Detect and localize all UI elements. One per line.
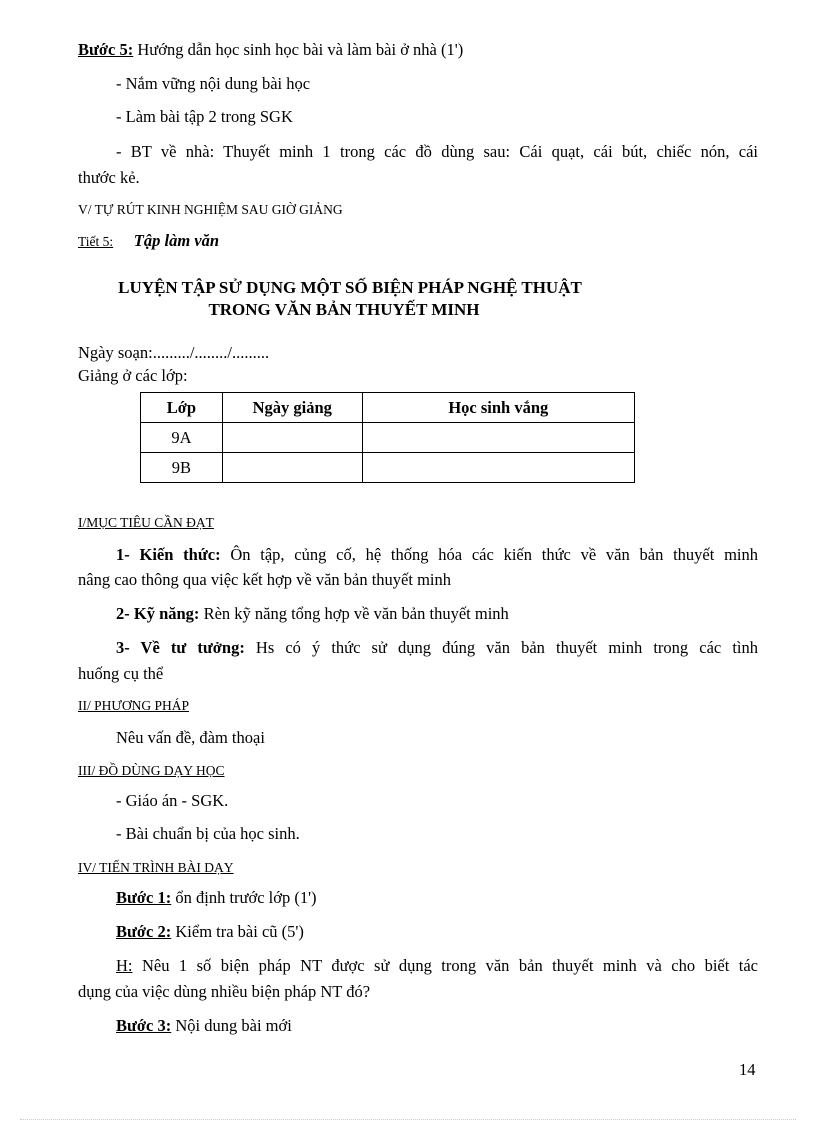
- prep-date: Ngày soạn:........./......../.........: [78, 343, 270, 362]
- cell-teaching-date: [222, 453, 362, 483]
- objective-attitude-line1: [116, 638, 758, 658]
- attitude-label: 3- Về tư tưởng:: [116, 638, 245, 657]
- homework-item-1: - Nắm vững nội dung bài học: [116, 74, 311, 93]
- attendance-table: [140, 392, 635, 483]
- objective-skill: [116, 604, 509, 624]
- question-line1: [116, 956, 758, 976]
- step2-text: Kiểm tra bài cũ (5'): [171, 922, 304, 941]
- section-iii-heading: III/ ĐỒ DÙNG DẠY HỌC: [78, 763, 225, 778]
- section-i-heading: I/MỤC TIÊU CẦN ĐẠT: [78, 515, 214, 530]
- cell-absent-students: [362, 453, 634, 483]
- process-step3: [116, 1016, 292, 1036]
- method-text: Nêu vấn đề, đàm thoại: [116, 728, 265, 747]
- header-absent-students: Học sinh vắng: [362, 393, 634, 423]
- cell-teaching-date: [222, 423, 362, 453]
- page-number: 14: [739, 1060, 756, 1079]
- header-teaching-date: Ngày giảng: [222, 393, 362, 423]
- header-class: Lớp: [141, 393, 223, 423]
- step5-text: Hướng dẫn học sinh học bài và làm bài ở nhà (1'): [133, 40, 464, 59]
- objective-knowledge-line2: nâng cao thông qua việc kết hợp về văn bản thuyết minh: [78, 570, 451, 589]
- question-text: Nêu 1 số biện pháp NT được sử dụng trong văn bản thuyết minh và cho biết tác: [132, 956, 758, 975]
- homework-item-2: - Làm bài tập 2 trong SGK: [116, 107, 293, 126]
- classes-label: Giảng ở các lớp:: [78, 366, 188, 385]
- table-row: [141, 423, 635, 453]
- cell-class: 9A: [141, 423, 223, 453]
- skill-text: Rèn kỹ năng tổng hợp về văn bản thuyết minh: [199, 604, 509, 623]
- objective-knowledge-line1: [116, 545, 758, 565]
- section-v-heading: V/ TỰ RÚT KINH NGHIỆM SAU GIỜ GIẢNG: [78, 202, 343, 217]
- section-ii-heading: II/ PHƯƠNG PHÁP: [78, 698, 189, 713]
- footer-divider: [20, 1119, 796, 1120]
- question-line2: dụng của việc dùng nhiều biện pháp NT đó?: [78, 982, 371, 1001]
- skill-label: 2- Kỹ năng:: [116, 604, 200, 623]
- cell-class: 9B: [141, 453, 223, 483]
- step5-line: [78, 40, 463, 60]
- process-step2: [116, 922, 304, 942]
- step3-label: Bước 3:: [116, 1016, 172, 1035]
- cell-absent-students: [362, 423, 634, 453]
- section-iv-heading: IV/ TIẾN TRÌNH BÀI DẠY: [78, 860, 234, 875]
- objective-attitude-line2: huống cụ thể: [78, 664, 164, 683]
- table-header-row: [141, 393, 635, 423]
- materials-item-1: - Giáo án - SGK.: [116, 791, 229, 810]
- table-row: [141, 453, 635, 483]
- materials-item-2: - Bài chuẩn bị của học sinh.: [116, 824, 300, 843]
- step1-label: Bước 1:: [116, 888, 172, 907]
- step1-text: ổn định trước lớp (1'): [171, 888, 317, 907]
- title-line-1: LUYỆN TẬP SỬ DỤNG MỘT SỐ BIỆN PHÁP NGHỆ THUẬT: [118, 278, 582, 297]
- lesson-line: [78, 231, 219, 252]
- homework-item-3-line2: thước kẻ.: [78, 168, 140, 187]
- title-line-2: TRONG VĂN BẢN THUYẾT MINH: [208, 300, 480, 319]
- attitude-text: Hs có ý thức sử dụng đúng văn bản thuyết minh trong các tình: [244, 638, 758, 657]
- knowledge-text: Ôn tập, củng cố, hệ thống hóa các kiến thức về văn bản thuyết minh: [220, 545, 758, 564]
- step5-label: Bước 5:: [78, 40, 134, 59]
- lesson-subject: Tập làm văn: [133, 231, 220, 250]
- knowledge-label: 1- Kiến thức:: [116, 545, 221, 564]
- step2-label: Bước 2:: [116, 922, 172, 941]
- homework-item-3-line1: - BT về nhà: Thuyết minh 1 trong các đồ dùng sau: Cái quạt, cái bút, chiếc nón, cái: [116, 142, 758, 161]
- process-step1: [116, 888, 317, 908]
- step3-text: Nội dung bài mới: [171, 1016, 292, 1035]
- question-label: H:: [116, 956, 133, 975]
- lesson-label: Tiết 5:: [78, 234, 114, 249]
